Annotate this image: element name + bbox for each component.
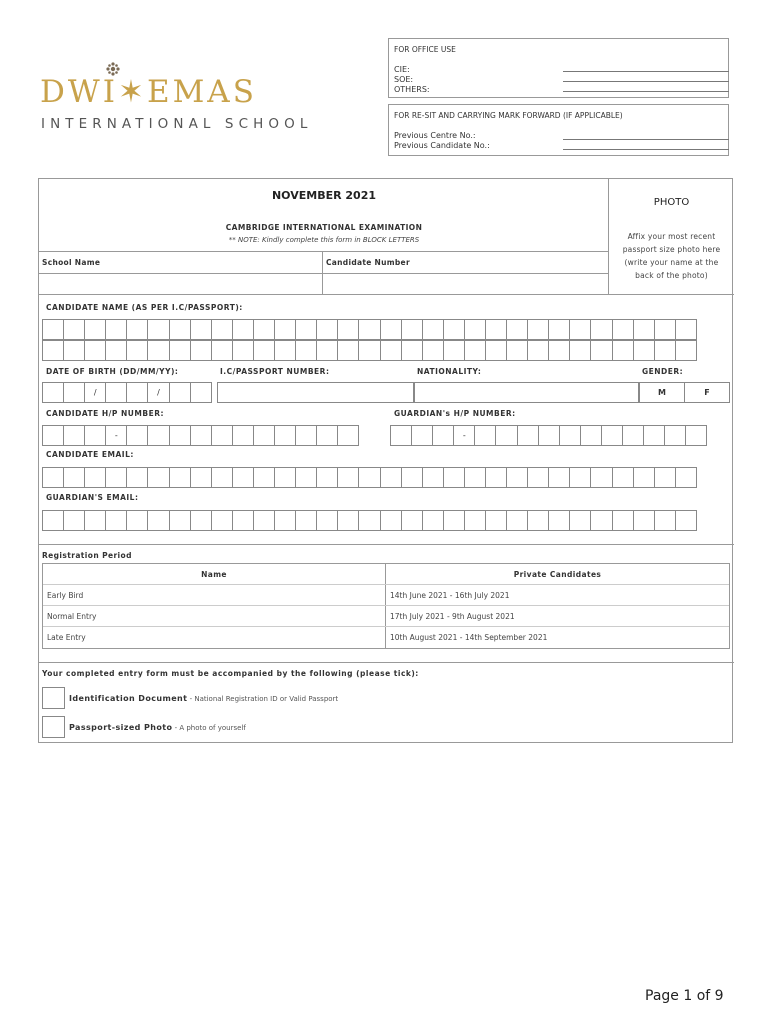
char-box[interactable] (169, 319, 191, 340)
char-box[interactable] (538, 425, 560, 446)
char-box[interactable] (63, 319, 85, 340)
exam-board-title: CAMBRIDGE INTERNATIONAL EXAMINATION (225, 223, 423, 232)
char-box[interactable] (253, 467, 275, 488)
char-box[interactable] (401, 467, 423, 488)
char-box[interactable] (63, 340, 85, 361)
char-box[interactable] (633, 340, 655, 361)
char-box[interactable] (316, 340, 338, 361)
section-divider (39, 294, 734, 295)
form-header (39, 179, 609, 294)
school-logo (40, 62, 313, 134)
form-note: ** NOTE: Kindly complete this form in BLOCK LETTERS (228, 236, 420, 244)
photo-box[interactable] (609, 179, 734, 294)
char-box[interactable] (464, 510, 486, 531)
char-box[interactable] (548, 467, 570, 488)
char-box[interactable] (84, 467, 106, 488)
char-box[interactable] (316, 510, 338, 531)
char-box[interactable] (84, 340, 106, 361)
column-header: Private Candidates (513, 569, 602, 579)
char-box[interactable] (612, 340, 634, 361)
char-box[interactable] (105, 467, 127, 488)
char-box[interactable] (548, 319, 570, 340)
char-box[interactable] (569, 319, 591, 340)
char-box[interactable]: - (453, 425, 475, 446)
char-box[interactable] (42, 510, 64, 531)
char-box[interactable] (390, 425, 412, 446)
char-box[interactable] (633, 510, 655, 531)
id-document-desc: - National Registration ID or Valid Passport (187, 695, 339, 703)
char-box[interactable] (190, 510, 212, 531)
ic-label: I.C/PASSPORT NUMBER: (220, 367, 330, 376)
registration-period-label: Registration Period (42, 551, 132, 560)
char-box[interactable] (527, 340, 549, 361)
office-cie-line (563, 71, 729, 72)
guardian-hp-label: GUARDIAN's H/P NUMBER: (394, 409, 516, 418)
char-box[interactable] (253, 510, 275, 531)
char-box[interactable] (654, 467, 676, 488)
char-box[interactable] (527, 319, 549, 340)
office-others-line (563, 91, 729, 92)
candidate-hp-field[interactable] (43, 425, 359, 446)
char-box[interactable] (84, 425, 106, 446)
char-box[interactable] (485, 510, 507, 531)
char-box[interactable] (232, 425, 254, 446)
char-box[interactable] (527, 510, 549, 531)
char-box[interactable] (422, 510, 444, 531)
char-box[interactable] (506, 510, 528, 531)
char-box[interactable] (380, 340, 402, 361)
char-box[interactable] (422, 467, 444, 488)
char-box[interactable] (654, 319, 676, 340)
char-box[interactable] (612, 510, 634, 531)
char-box[interactable] (675, 510, 697, 531)
office-cie-label: CIE: (394, 65, 410, 74)
char-box[interactable] (675, 340, 697, 361)
school-candidate-row (39, 251, 609, 294)
char-box[interactable] (253, 319, 275, 340)
char-box[interactable] (84, 510, 106, 531)
char-box[interactable]: - (105, 425, 127, 446)
char-box[interactable] (211, 467, 233, 488)
char-box[interactable] (126, 319, 148, 340)
char-box[interactable] (169, 425, 191, 446)
char-box[interactable] (211, 340, 233, 361)
candidate-number-label: Candidate Number (326, 258, 410, 267)
char-box[interactable] (253, 340, 275, 361)
char-box[interactable] (147, 319, 169, 340)
char-box[interactable] (422, 319, 444, 340)
char-box[interactable] (495, 425, 517, 446)
char-box[interactable] (443, 319, 465, 340)
char-box[interactable] (654, 340, 676, 361)
registration-period-table (42, 563, 730, 649)
candidate-name-row2[interactable] (43, 340, 697, 361)
resit-box (388, 104, 729, 156)
id-document-item (69, 694, 338, 703)
office-soe-label: SOE: (394, 75, 414, 84)
char-box[interactable] (147, 340, 169, 361)
resit-title: FOR RE-SIT AND CARRYING MARK FORWARD (IF APPLICABLE) (394, 111, 623, 120)
char-box[interactable] (685, 425, 707, 446)
char-box[interactable] (337, 510, 359, 531)
char-box[interactable] (675, 467, 697, 488)
char-box[interactable] (380, 467, 402, 488)
gender-male-option[interactable]: M (639, 382, 685, 403)
char-box[interactable] (63, 467, 85, 488)
gender-label: GENDER: (642, 367, 684, 376)
char-box[interactable] (506, 340, 528, 361)
char-box[interactable]: / (147, 382, 169, 403)
char-box[interactable] (126, 382, 148, 403)
char-box[interactable] (517, 425, 539, 446)
char-box[interactable] (42, 340, 64, 361)
char-box[interactable] (443, 467, 465, 488)
guardian-email-label: GUARDIAN'S EMAIL: (46, 493, 139, 502)
char-box[interactable] (42, 319, 64, 340)
char-box[interactable] (590, 467, 612, 488)
char-box[interactable] (358, 319, 380, 340)
table-cell: Normal Entry (43, 606, 386, 626)
char-box[interactable] (169, 510, 191, 531)
school-name-cell (39, 252, 323, 295)
office-use-title: FOR OFFICE USE (394, 45, 456, 54)
char-box[interactable] (612, 467, 634, 488)
char-box[interactable] (42, 382, 64, 403)
char-box[interactable]: / (84, 382, 106, 403)
gender-female-option[interactable]: F (684, 382, 730, 403)
column-header: Name (43, 564, 386, 584)
char-box[interactable] (190, 467, 212, 488)
resit-candidate-label: Previous Candidate No.: (394, 141, 490, 150)
char-box[interactable] (63, 382, 85, 403)
table-row (43, 606, 729, 627)
char-box[interactable] (422, 340, 444, 361)
candidate-email-label: CANDIDATE EMAIL: (46, 450, 134, 459)
char-box[interactable] (464, 340, 486, 361)
guardian-email-field[interactable] (43, 510, 697, 531)
char-box[interactable] (401, 319, 423, 340)
char-box[interactable] (274, 340, 296, 361)
char-box[interactable] (169, 467, 191, 488)
char-box[interactable] (643, 425, 665, 446)
candidate-name-label: CANDIDATE NAME (AS PER I.C/PASSPORT): (46, 303, 243, 312)
char-box[interactable] (569, 467, 591, 488)
char-box[interactable] (63, 510, 85, 531)
page-number: Page 1 of 9 (645, 988, 724, 1004)
photo-item-desc: - A photo of yourself (172, 724, 246, 732)
char-box[interactable] (464, 319, 486, 340)
char-box[interactable] (190, 425, 212, 446)
section-divider (39, 662, 734, 663)
school-name-label: School Name (42, 258, 101, 267)
nationality-label: NATIONALITY: (417, 367, 482, 376)
char-box[interactable] (612, 319, 634, 340)
char-box[interactable] (169, 382, 191, 403)
char-box[interactable] (590, 340, 612, 361)
char-box[interactable] (274, 319, 296, 340)
id-document-checkbox[interactable] (42, 687, 65, 709)
exam-session-title: NOVEMBER 2021 (271, 189, 377, 202)
school-name-field[interactable] (39, 273, 322, 295)
char-box[interactable] (126, 510, 148, 531)
table-header-row (43, 564, 729, 585)
nationality-field[interactable] (414, 382, 639, 403)
char-box[interactable] (337, 340, 359, 361)
dob-field[interactable] (43, 382, 212, 403)
char-box[interactable] (633, 319, 655, 340)
char-box[interactable] (654, 510, 676, 531)
char-box[interactable] (147, 467, 169, 488)
char-box[interactable] (506, 319, 528, 340)
char-box[interactable] (548, 510, 570, 531)
char-box[interactable] (295, 340, 317, 361)
resit-centre-label: Previous Centre No.: (394, 131, 476, 140)
char-box[interactable] (126, 340, 148, 361)
char-box[interactable] (295, 467, 317, 488)
char-box[interactable] (559, 425, 581, 446)
char-box[interactable] (664, 425, 686, 446)
char-box[interactable] (232, 319, 254, 340)
char-box[interactable] (126, 467, 148, 488)
char-box[interactable] (527, 467, 549, 488)
char-box[interactable] (105, 340, 127, 361)
table-cell: 17th July 2021 - 9th August 2021 (390, 611, 515, 621)
guardian-hp-field[interactable] (391, 425, 707, 446)
char-box[interactable] (63, 425, 85, 446)
photo-title: PHOTO (653, 197, 690, 208)
char-box[interactable] (485, 319, 507, 340)
char-box[interactable] (211, 425, 233, 446)
char-box[interactable] (105, 510, 127, 531)
candidate-number-field[interactable] (323, 273, 609, 295)
char-box[interactable] (633, 467, 655, 488)
char-box[interactable] (337, 425, 359, 446)
office-others-label: OTHERS: (394, 85, 430, 94)
logo-subtitle: INTERNATIONAL SCHOOL (41, 116, 313, 132)
char-box[interactable] (548, 340, 570, 361)
registration-form (38, 178, 733, 743)
char-box[interactable] (274, 510, 296, 531)
char-box[interactable] (401, 510, 423, 531)
candidate-name-row1[interactable] (43, 319, 697, 340)
char-box[interactable] (295, 425, 317, 446)
candidate-email-field[interactable] (43, 467, 697, 488)
char-box[interactable] (401, 340, 423, 361)
char-box[interactable] (190, 340, 212, 361)
char-box[interactable] (232, 510, 254, 531)
char-box[interactable] (590, 510, 612, 531)
char-box[interactable] (147, 510, 169, 531)
char-box[interactable] (42, 467, 64, 488)
char-box[interactable] (253, 425, 275, 446)
char-box[interactable] (569, 510, 591, 531)
table-row (43, 585, 729, 606)
char-box[interactable] (316, 319, 338, 340)
photo-instructions: Affix your most recent passport size photo here (write your name at the back of the photo) (622, 232, 721, 280)
char-box[interactable] (295, 510, 317, 531)
char-box[interactable] (485, 340, 507, 361)
char-box[interactable] (84, 319, 106, 340)
table-cell: Early Bird (43, 585, 386, 605)
char-box[interactable] (675, 319, 697, 340)
char-box[interactable] (316, 467, 338, 488)
char-box[interactable] (464, 467, 486, 488)
char-box[interactable] (169, 340, 191, 361)
char-box[interactable] (580, 425, 602, 446)
char-box[interactable] (358, 467, 380, 488)
char-box[interactable] (105, 382, 127, 403)
table-cell: 10th August 2021 - 14th September 2021 (390, 633, 548, 642)
char-box[interactable] (274, 467, 296, 488)
char-box[interactable] (316, 425, 338, 446)
logo-brand-text: DWI✶EMAS (40, 74, 257, 110)
photo-item-title: Passport-sized Photo (69, 723, 173, 732)
char-box[interactable] (232, 340, 254, 361)
ic-field[interactable] (217, 382, 414, 403)
char-box[interactable] (337, 319, 359, 340)
char-box[interactable] (380, 510, 402, 531)
char-box[interactable] (411, 425, 433, 446)
candidate-number-cell (323, 252, 609, 295)
char-box[interactable] (485, 467, 507, 488)
office-use-box (388, 38, 729, 98)
photo-item (69, 723, 246, 732)
char-box[interactable] (190, 319, 212, 340)
char-box[interactable] (126, 425, 148, 446)
char-box[interactable] (380, 319, 402, 340)
office-soe-line (563, 81, 729, 82)
char-box[interactable] (147, 425, 169, 446)
resit-candidate-line (563, 149, 729, 150)
table-row (43, 627, 729, 648)
char-box[interactable] (622, 425, 644, 446)
char-box[interactable] (601, 425, 623, 446)
id-document-title: Identification Document (69, 694, 188, 703)
char-box[interactable] (443, 510, 465, 531)
candidate-hp-label: CANDIDATE H/P NUMBER: (46, 409, 164, 418)
char-box[interactable] (443, 340, 465, 361)
char-box[interactable] (211, 510, 233, 531)
char-box[interactable] (358, 340, 380, 361)
char-box[interactable] (190, 382, 212, 403)
char-box[interactable] (211, 319, 233, 340)
char-box[interactable] (337, 467, 359, 488)
char-box[interactable] (42, 425, 64, 446)
char-box[interactable] (358, 510, 380, 531)
table-cell: 14th June 2021 - 16th July 2021 (390, 590, 510, 600)
section-divider (39, 544, 734, 545)
char-box[interactable] (474, 425, 496, 446)
char-box[interactable] (232, 467, 254, 488)
char-box[interactable] (432, 425, 454, 446)
dob-label: DATE OF BIRTH (DD/MM/YY): (46, 367, 179, 376)
table-cell: Late Entry (43, 627, 386, 648)
char-box[interactable] (590, 319, 612, 340)
photo-checkbox[interactable] (42, 716, 65, 738)
char-box[interactable] (569, 340, 591, 361)
char-box[interactable] (105, 319, 127, 340)
accompany-instructions: Your completed entry form must be accompanied by the following (please tick): (42, 669, 419, 678)
resit-centre-line (563, 139, 729, 140)
char-box[interactable] (274, 425, 296, 446)
char-box[interactable] (295, 319, 317, 340)
char-box[interactable] (506, 467, 528, 488)
